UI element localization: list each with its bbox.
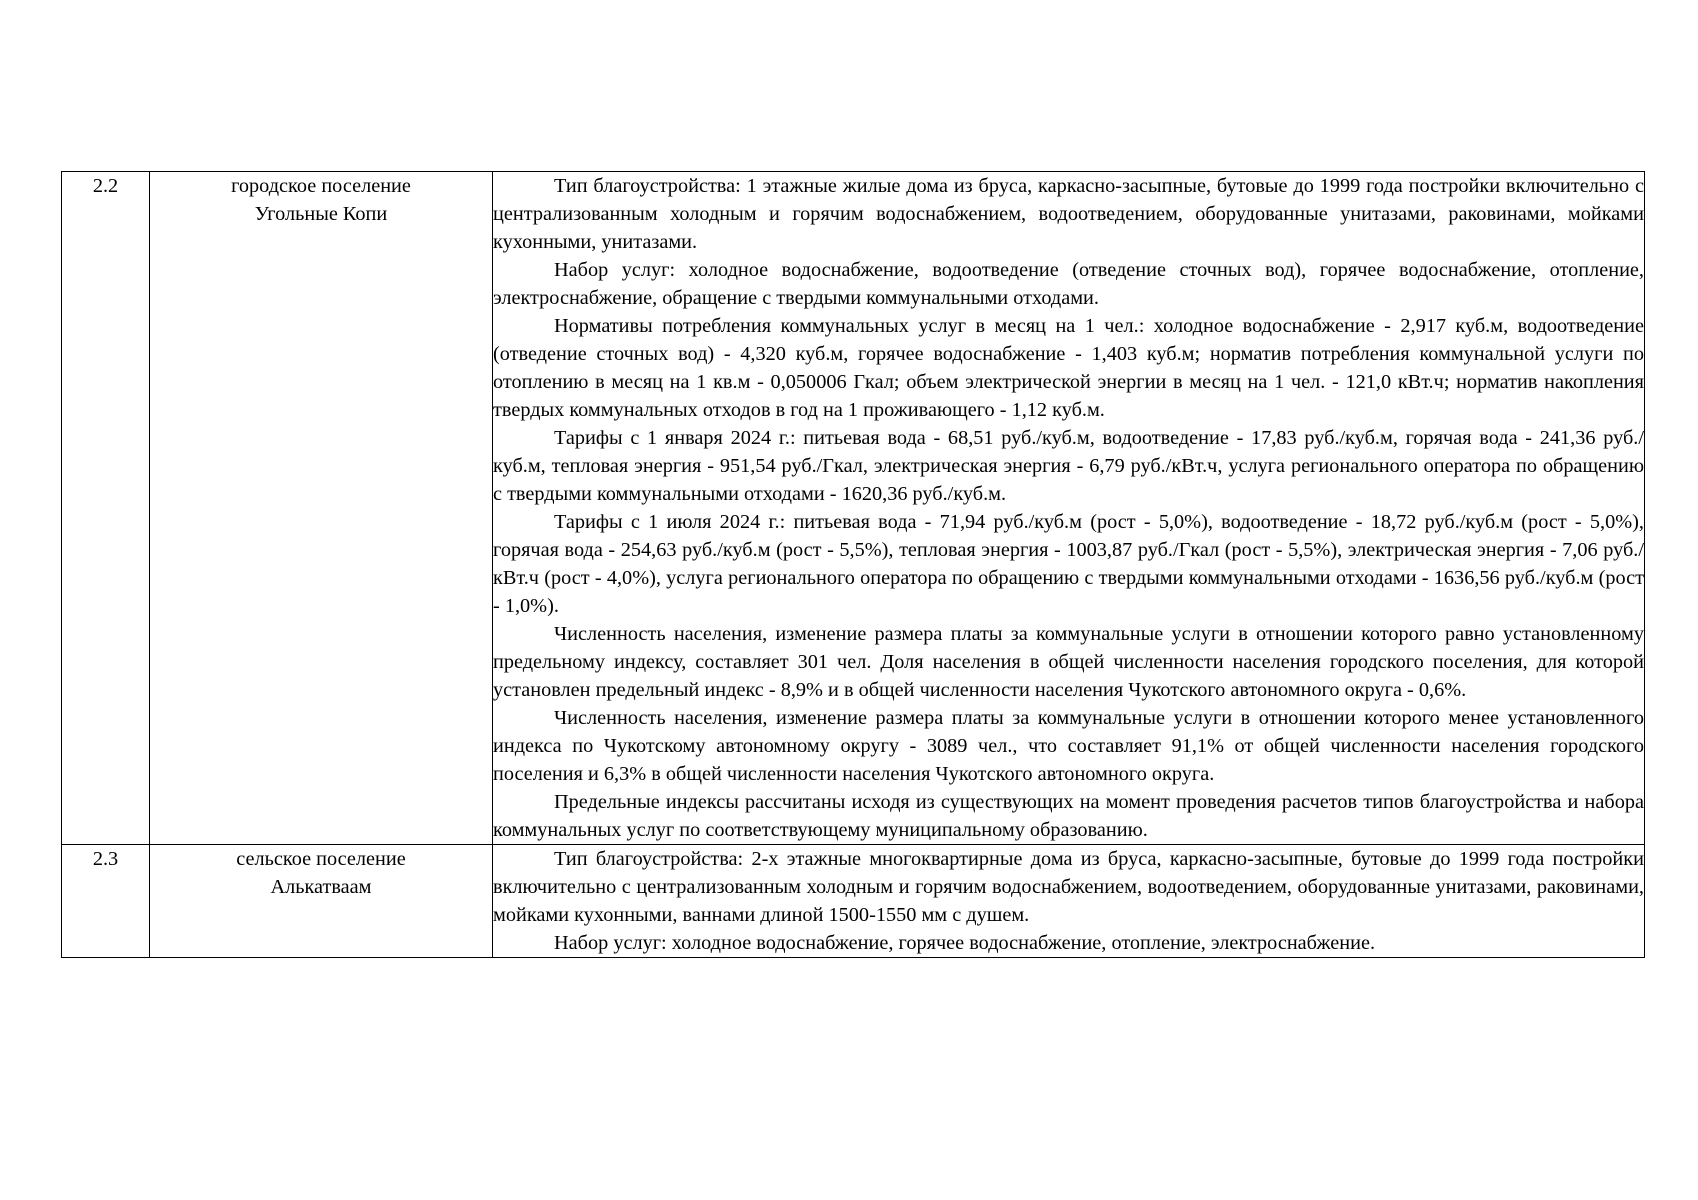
description-cell <box>493 845 1645 958</box>
municipality-title: Угольные Копи <box>254 203 388 225</box>
municipality-name <box>150 845 493 958</box>
row-number: 2.3 <box>62 845 150 958</box>
paragraph-services-set: Набор услуг: холодное водоснабжение, водоотведение (отведение сточных вод), горячее водоснабжение, отопление, электроснабжение, обращение с твердыми коммунальными отходами. <box>493 259 1644 309</box>
paragraph-indices-note: Предельные индексы рассчитаны исходя из существующих на момент проведения расчетов типов благоустройства и набора коммунальных услуг по соответствующему муниципальному образованию. <box>493 791 1644 841</box>
table-row <box>62 172 1645 845</box>
municipality-title: Алькатваам <box>270 876 372 898</box>
paragraph-improvement-type: Тип благоустройства: 1 этажные жилые дома из бруса, каркасно-засыпные, бутовые до 1999 года постройки включительно с централизованным холодным и горячим водоснабжением, водоотведением, оборудованные унитазами, раковинами, мойками кухонными, унитазами. <box>493 175 1644 253</box>
paragraph-population-less: Численность населения, изменение размера платы за коммунальные услуги в отношении которого менее установленного индекса по Чукотскому автономному округу - 3089 чел., что составляет 91,1% от общей численности населения городского поселения и 6,3% в общей численности населения Чукотского автономного округа. <box>493 707 1644 785</box>
paragraph-population-equal: Численность населения, изменение размера платы за коммунальные услуги в отношении которого равно установленному предельному индексу, составляет 301 чел. Доля населения в общей численности населения городского поселения, для которой установлен предельный индекс - 8,9% и в общей численности населения Чукотского автономного округа - 0,6%. <box>493 623 1644 701</box>
municipal-indices-table <box>61 171 1645 958</box>
paragraph-improvement-type: Тип благоустройства: 2-х этажные многоквартирные дома из бруса, каркасно-засыпные, бутовые до 1999 года постройки включительно с централизованным холодным и горячим водоснабжением, водоотведением, оборудованные унитазами, раковинами, мойками кухонными, ваннами длиной 1500-1550 мм с душем. <box>493 848 1644 926</box>
paragraph-consumption-norms: Нормативы потребления коммунальных услуг в месяц на 1 чел.: холодное водоснабжение - 2,917 куб.м, водоотведение (отведение сточных вод) - 4,320 куб.м, горячее водоснабжение - 1,403 куб.м; норматив потребления коммунальной услуги по отоплению в месяц на 1 кв.м - 0,050006 Гкал; объем электрической энергии в месяц на 1 чел. - 121,0 кВт.ч; норматив накопления твердых коммунальных отходов в год на 1 проживающего - 1,12 куб.м. <box>493 315 1644 421</box>
paragraph-tariffs-january: Тарифы с 1 января 2024 г.: питьевая вода - 68,51 руб./куб.м, водоотведение - 17,83 руб./куб.м, горячая вода - 241,36 руб./куб.м, тепловая энергия - 951,54 руб./Гкал, электрическая энергия - 6,79 руб./кВт.ч, услуга регионального оператора по обращению с твердыми коммунальными отходами - 1620,36 руб./куб.м. <box>493 427 1644 505</box>
municipality-type: сельское поселение <box>236 848 406 870</box>
municipality-name <box>150 172 493 845</box>
table-row <box>62 845 1645 958</box>
municipality-type: городское поселение <box>231 175 411 197</box>
paragraph-services-set: Набор услуг: холодное водоснабжение, горячее водоснабжение, отопление, электроснабжение. <box>554 932 1376 954</box>
description-cell <box>493 172 1645 845</box>
paragraph-tariffs-july: Тарифы с 1 июля 2024 г.: питьевая вода - 71,94 руб./куб.м (рост - 5,0%), водоотведение - 18,72 руб./куб.м (рост - 5,0%), горячая вода - 254,63 руб./куб.м (рост - 5,5%), тепловая энергия - 1003,87 руб./Гкал (рост - 5,5%), электрическая энергия - 7,06 руб./кВт.ч (рост - 4,0%), услуга регионального оператора по обращению с твердыми коммунальными отходами - 1636,56 руб./куб.м (рост - 1,0%). <box>493 511 1644 617</box>
row-number: 2.2 <box>62 172 150 845</box>
